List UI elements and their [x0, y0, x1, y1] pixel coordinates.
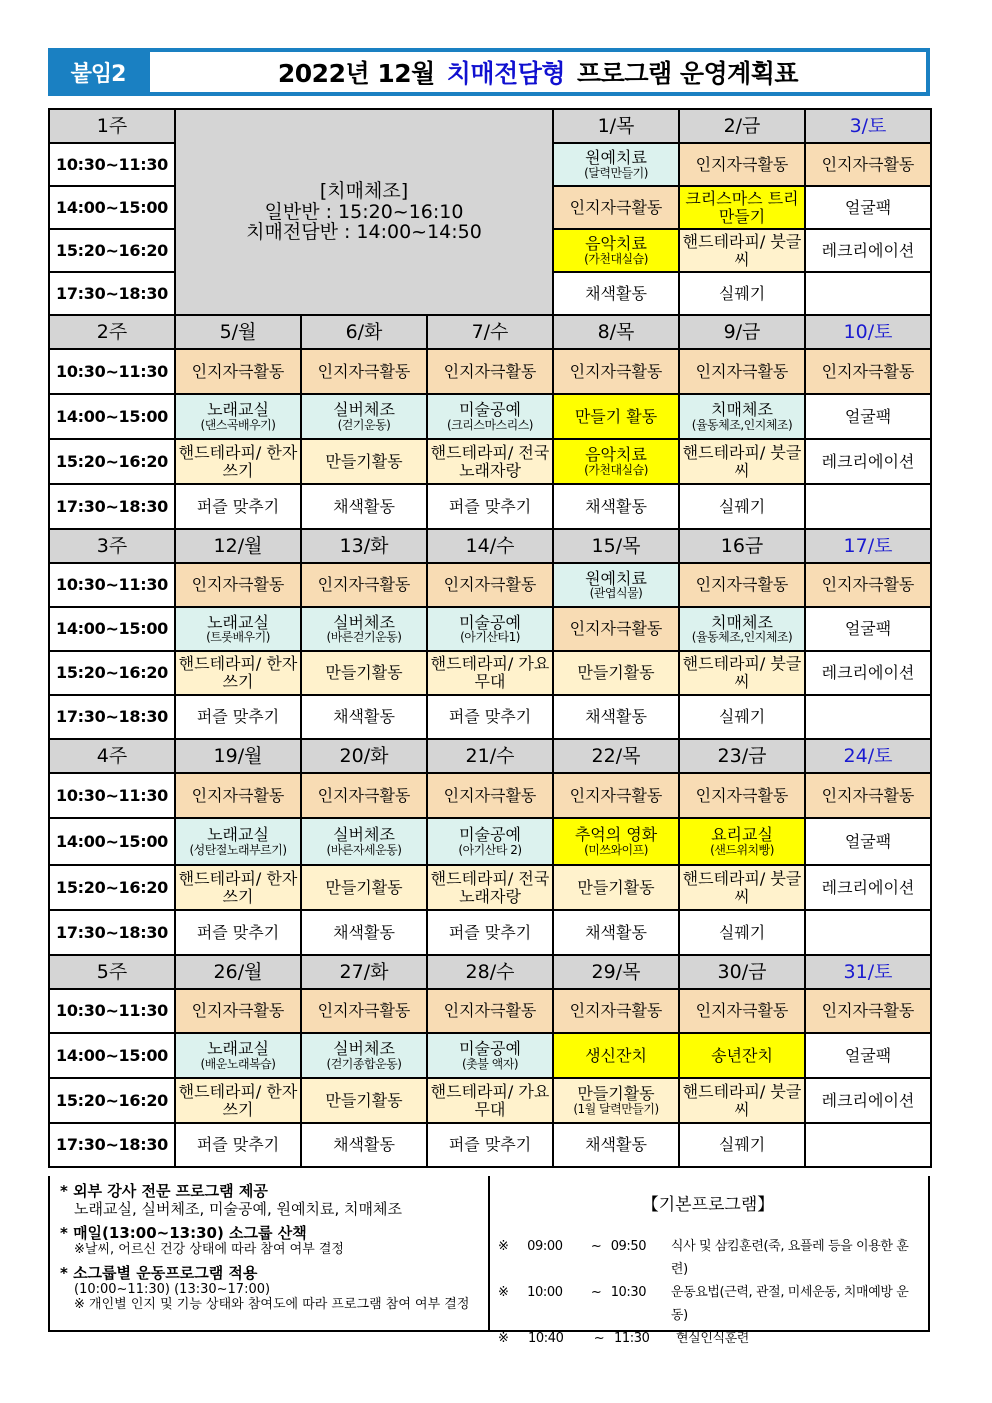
time-slot: 15:20~16:20 [49, 865, 175, 910]
day-header: 23/금 [679, 739, 805, 773]
program-cell: 얼굴팩 [805, 394, 931, 439]
program-cell: 인지자극활동 [301, 989, 427, 1033]
time-row [49, 865, 931, 910]
program-cell: 치매체조 (율동체조,인지체조) [679, 394, 805, 439]
day-header-saturday: 31/토 [805, 955, 931, 989]
program-cell: 핸드테라피/ 붓글씨 [679, 229, 805, 272]
attachment-badge: 붙임2 [70, 61, 126, 87]
time-slot: 14:00~15:00 [49, 1033, 175, 1078]
day-header: 26/월 [175, 955, 301, 989]
program-cell: 만들기활동 [553, 651, 679, 695]
basic-program-panel [490, 1176, 928, 1346]
time-slot: 14:00~15:00 [49, 186, 175, 229]
week-label: 4주 [49, 739, 175, 773]
program-cell: 핸드테라피/ 한자쓰기 [175, 651, 301, 695]
time-slot: 17:30~18:30 [49, 695, 175, 739]
program-cell: 퍼즐 맞추기 [175, 1123, 301, 1167]
time-row [49, 484, 931, 529]
title-bar [48, 48, 930, 96]
time-slot: 14:00~15:00 [49, 394, 175, 439]
program-cell: 추억의 영화 (미쓰와이프) [553, 818, 679, 865]
program-cell: 인지자극활동 [679, 563, 805, 607]
program-cell: 인지자극활동 [175, 563, 301, 607]
day-header: 9/금 [679, 315, 805, 349]
time-row [49, 695, 931, 739]
day-header: 19/월 [175, 739, 301, 773]
program-cell: 요리교실 (샌드위치빵) [679, 818, 805, 865]
program-cell: 인지자극활동 [427, 989, 553, 1033]
basic-program-item: ※ 09:00 ~ 09:50 식사 및 삼킴훈련(죽, 요플레 등을 이용한 훈련) [498, 1239, 909, 1277]
program-cell: 레크리에이션 [805, 1078, 931, 1123]
basic-program-item: ※ 10:00 ~ 10:30 운동요법(근력, 관절, 미세운동, 치매예방 운동) [498, 1285, 909, 1323]
program-cell: 원예치료 (관엽식물) [553, 563, 679, 607]
program-cell: 실꿰기 [679, 695, 805, 739]
program-cell: 레크리에이션 [805, 651, 931, 695]
program-cell: 인지자극활동 [553, 989, 679, 1033]
program-cell: 퍼즐 맞추기 [175, 910, 301, 955]
time-slot: 15:20~16:20 [49, 651, 175, 695]
time-slot: 14:00~15:00 [49, 607, 175, 651]
program-cell: 얼굴팩 [805, 186, 931, 229]
footer-notes [48, 1176, 930, 1346]
day-header: 6/화 [301, 315, 427, 349]
program-cell: 인지자극활동 [427, 563, 553, 607]
program-cell: 만들기활동 [301, 865, 427, 910]
program-cell: 만들기활동 [301, 651, 427, 695]
program-cell: 퍼즐 맞추기 [175, 484, 301, 529]
program-cell: 인지자극활동 [175, 989, 301, 1033]
program-cell: 핸드테라피/ 가요무대 [427, 1078, 553, 1123]
program-cell: 인지자극활동 [679, 989, 805, 1033]
program-cell: 레크리에이션 [805, 229, 931, 272]
day-header-saturday: 3/토 [805, 109, 931, 143]
program-cell: 송년잔치 [679, 1033, 805, 1078]
time-slot: 10:30~11:30 [49, 143, 175, 186]
time-row [49, 1033, 931, 1078]
program-cell: 레크리에이션 [805, 865, 931, 910]
program-cell: 퍼즐 맞추기 [427, 484, 553, 529]
time-slot: 14:00~15:00 [49, 818, 175, 865]
day-header: 21/수 [427, 739, 553, 773]
time-slot: 17:30~18:30 [49, 272, 175, 315]
program-cell: 미술공예 (촛불 액자) [427, 1033, 553, 1078]
time-row [49, 1078, 931, 1123]
program-cell: 채색활동 [553, 695, 679, 739]
program-cell: 만들기활동 [301, 439, 427, 484]
program-cell: 실꿰기 [679, 1123, 805, 1167]
week-header-1 [49, 109, 931, 143]
day-header: 14/수 [427, 529, 553, 563]
program-cell: 노래교실 (성탄절노래부르기) [175, 818, 301, 865]
program-cell: 인지자극활동 [427, 349, 553, 394]
week-header-4 [49, 739, 931, 773]
program-cell [805, 272, 931, 315]
program-cell: 인지자극활동 [301, 563, 427, 607]
basic-program-title: 【기본프로그램】 [641, 1195, 775, 1215]
program-cell: 채색활동 [553, 484, 679, 529]
week-header-2 [49, 315, 931, 349]
program-cell: 채색활동 [301, 910, 427, 955]
time-row [49, 1123, 931, 1167]
program-cell: 인지자극활동 [553, 349, 679, 394]
program-cell: 실버체조 (걷기운동) [301, 394, 427, 439]
program-cell: 핸드테라피/ 가요무대 [427, 651, 553, 695]
day-header: 30/금 [679, 955, 805, 989]
program-cell: 핸드테라피/ 붓글씨 [679, 651, 805, 695]
program-cell: 얼굴팩 [805, 1033, 931, 1078]
day-header: 12/월 [175, 529, 301, 563]
program-cell: 만들기활동 (1월 달력만들기) [553, 1078, 679, 1123]
title-prefix: 2022년 12월 [277, 59, 435, 88]
time-row [49, 349, 931, 394]
time-slot: 15:20~16:20 [49, 439, 175, 484]
program-cell: 인지자극활동 [805, 349, 931, 394]
time-row [49, 818, 931, 865]
program-cell: 채색활동 [553, 1123, 679, 1167]
program-cell: 인지자극활동 [553, 773, 679, 818]
notice-general-class: 일반반 : 15:20~16:10 [264, 200, 464, 223]
schedule-table [48, 108, 932, 1168]
program-cell: 퍼즐 맞추기 [427, 695, 553, 739]
program-cell: 인지자극활동 [175, 349, 301, 394]
time-row [49, 773, 931, 818]
week-label: 1주 [49, 109, 175, 143]
program-cell: 음악치료 (가천대실습) [553, 439, 679, 484]
program-cell: 인지자극활동 [805, 773, 931, 818]
time-slot: 10:30~11:30 [49, 989, 175, 1033]
time-row [49, 989, 931, 1033]
notes-panel [50, 1176, 490, 1330]
time-row [49, 439, 931, 484]
day-header-saturday: 24/토 [805, 739, 931, 773]
week-label: 5주 [49, 955, 175, 989]
note-external-instructors: * 외부 강사 전문 프로그램 제공 노래교실, 실버체조, 미술공예, 원예치료, 치매체조 [60, 1182, 402, 1218]
program-cell: 실버체조 (걷기종합운동) [301, 1033, 427, 1078]
day-header: 28/수 [427, 955, 553, 989]
program-cell: 핸드테라피/ 한자쓰기 [175, 439, 301, 484]
time-row [49, 607, 931, 651]
program-cell: 만들기 활동 [553, 394, 679, 439]
day-header: 22/목 [553, 739, 679, 773]
time-row [49, 651, 931, 695]
program-cell: 치매체조 (율동체조,인지체조) [679, 607, 805, 651]
basic-program-item: ※ 10:40 ~ 11:30 현실인식훈련 [498, 1331, 749, 1346]
program-cell [805, 910, 931, 955]
time-slot: 15:20~16:20 [49, 1078, 175, 1123]
day-header: 29/목 [553, 955, 679, 989]
program-cell: 채색활동 [301, 484, 427, 529]
time-slot: 17:30~18:30 [49, 484, 175, 529]
program-cell: 핸드테라피/ 한자쓰기 [175, 865, 301, 910]
program-cell: 인지자극활동 [679, 143, 805, 186]
day-header: 7/수 [427, 315, 553, 349]
program-cell: 퍼즐 맞추기 [427, 1123, 553, 1167]
program-cell: 퍼즐 맞추기 [427, 910, 553, 955]
program-cell: 얼굴팩 [805, 607, 931, 651]
program-cell [805, 1123, 931, 1167]
day-header: 2/금 [679, 109, 805, 143]
day-header: 16금 [679, 529, 805, 563]
time-slot: 10:30~11:30 [49, 773, 175, 818]
title-accent: 치매전담형 [446, 59, 566, 88]
program-cell: 인지자극활동 [805, 143, 931, 186]
program-cell: 미술공예 (아기산타 2) [427, 818, 553, 865]
time-slot: 17:30~18:30 [49, 1123, 175, 1167]
program-cell [805, 484, 931, 529]
program-cell: 실버체조 (바른자세운동) [301, 818, 427, 865]
day-header: 20/화 [301, 739, 427, 773]
note-daily-walk: * 매일(13:00~13:30) 소그룹 산책 ※날씨, 어르신 건강 상태에 따라 참여 여부 결정 [60, 1224, 344, 1257]
program-cell: 생신잔치 [553, 1033, 679, 1078]
day-header-saturday: 17/토 [805, 529, 931, 563]
program-cell: 핸드테라피/ 전국노래자랑 [427, 439, 553, 484]
week-header-3 [49, 529, 931, 563]
time-row [49, 910, 931, 955]
program-cell: 인지자극활동 [301, 349, 427, 394]
program-cell: 인지자극활동 [175, 773, 301, 818]
program-cell: 만들기활동 [301, 1078, 427, 1123]
program-cell: 만들기활동 [553, 865, 679, 910]
program-cell: 핸드테라피/ 붓글씨 [679, 1078, 805, 1123]
program-cell: 얼굴팩 [805, 818, 931, 865]
day-header: 5/월 [175, 315, 301, 349]
week-label: 3주 [49, 529, 175, 563]
notice-dementia-class: 치매전담반 : 14:00~14:50 [246, 221, 482, 244]
program-cell: 인지자극활동 [805, 563, 931, 607]
program-cell: 핸드테라피/ 붓글씨 [679, 865, 805, 910]
program-cell: 실꿰기 [679, 484, 805, 529]
program-cell: 인지자극활동 [805, 989, 931, 1033]
time-slot: 15:20~16:20 [49, 229, 175, 272]
program-cell: 핸드테라피/ 한자쓰기 [175, 1078, 301, 1123]
program-cell: 인지자극활동 [679, 773, 805, 818]
exercise-notice [175, 109, 553, 315]
day-header: 1/목 [553, 109, 679, 143]
program-cell: 인지자극활동 [553, 607, 679, 651]
program-cell: 인지자극활동 [679, 349, 805, 394]
program-cell: 노래교실 (배운노래복습) [175, 1033, 301, 1078]
program-cell: 핸드테라피/ 전국노래자랑 [427, 865, 553, 910]
program-cell: 채색활동 [301, 1123, 427, 1167]
program-cell: 실꿰기 [679, 910, 805, 955]
program-cell: 핸드테라피/ 붓글씨 [679, 439, 805, 484]
day-header: 13/화 [301, 529, 427, 563]
program-cell: 노래교실 (트롯배우기) [175, 607, 301, 651]
program-cell: 크리스마스 트리 만들기 [679, 186, 805, 229]
page-title [150, 52, 926, 92]
program-cell: 인지자극활동 [301, 773, 427, 818]
program-cell: 실꿰기 [679, 272, 805, 315]
program-cell: 퍼즐 맞추기 [175, 695, 301, 739]
program-cell [805, 695, 931, 739]
program-cell: 인지자극활동 [553, 186, 679, 229]
day-header-saturday: 10/토 [805, 315, 931, 349]
program-cell: 음악치료 (가천대실습) [553, 229, 679, 272]
program-cell: 원예치료 (달력만들기) [553, 143, 679, 186]
program-cell: 실버체조 (바른걷기운동) [301, 607, 427, 651]
time-row [49, 394, 931, 439]
time-row [49, 563, 931, 607]
program-cell: 채색활동 [553, 910, 679, 955]
day-header: 8/목 [553, 315, 679, 349]
program-cell: 채색활동 [553, 272, 679, 315]
program-cell: 채색활동 [301, 695, 427, 739]
week-header-5 [49, 955, 931, 989]
day-header: 15/목 [553, 529, 679, 563]
program-cell: 노래교실 (댄스곡배우기) [175, 394, 301, 439]
week-label: 2주 [49, 315, 175, 349]
time-slot: 17:30~18:30 [49, 910, 175, 955]
program-cell: 미술공예 (크리스마스리스) [427, 394, 553, 439]
note-exercise-program: * 소그룹별 운동프로그램 적용 (10:00~11:30) (13:30~17:00) ※ 개인별 인지 및 기능 상태와 참여도에 따라 프로그램 참여 여부 결정 [60, 1263, 470, 1313]
program-cell: 인지자극활동 [427, 773, 553, 818]
title-suffix: 프로그램 운영계획표 [577, 59, 799, 88]
program-cell: 레크리에이션 [805, 439, 931, 484]
program-cell: 미술공예 (아기산타1) [427, 607, 553, 651]
time-slot: 10:30~11:30 [49, 349, 175, 394]
notice-title: [치매체조] [319, 179, 409, 202]
day-header: 27/화 [301, 955, 427, 989]
time-slot: 10:30~11:30 [49, 563, 175, 607]
